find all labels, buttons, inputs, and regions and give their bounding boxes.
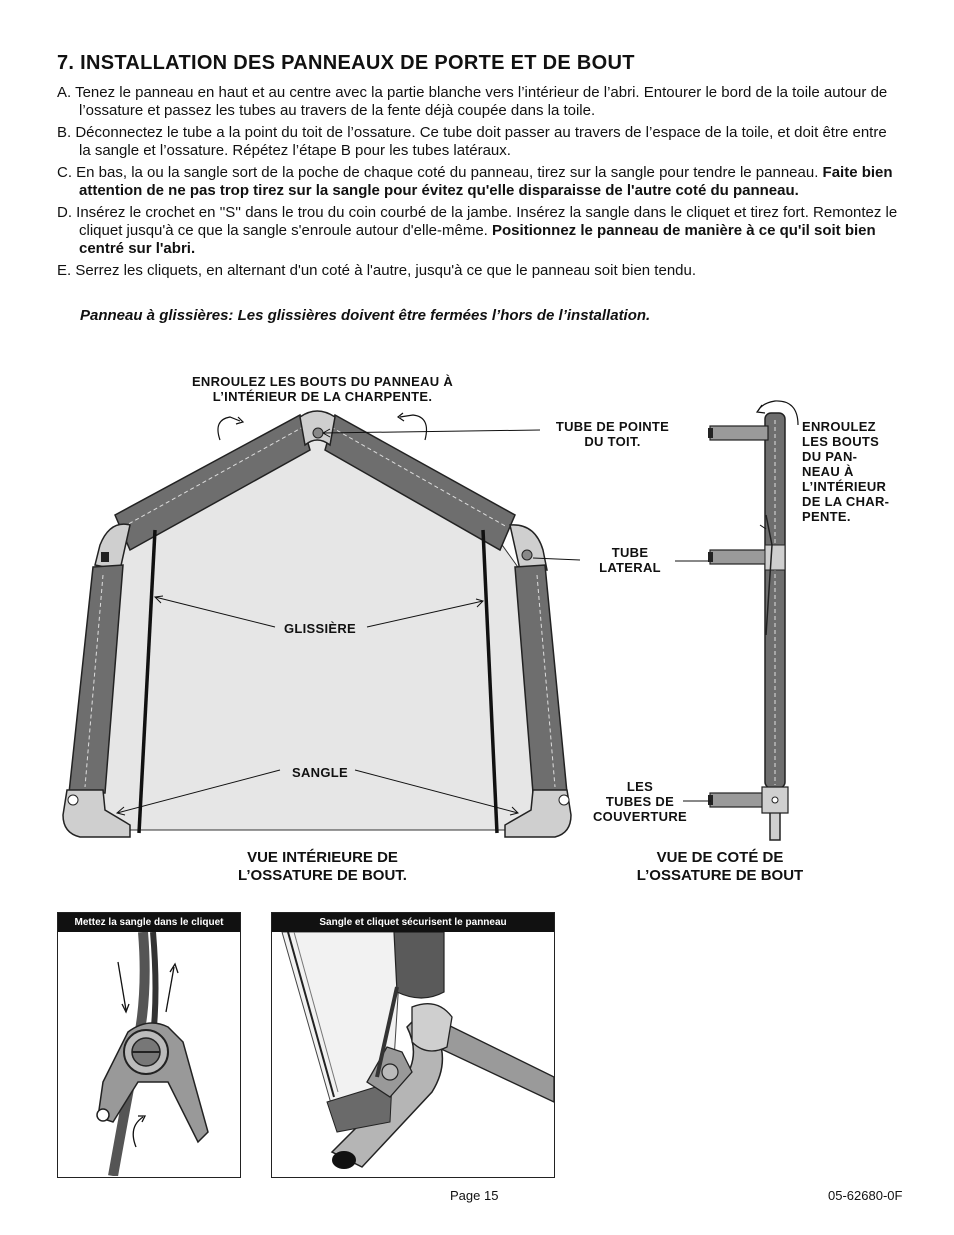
side-view-caption — [610, 849, 830, 885]
interior-view-caption-line1: VUE INTÉRIEURE DE — [247, 849, 398, 866]
side-tube-label-line1: TUBE — [611, 545, 649, 560]
roll-edges-label-line1: ENROULEZ LES BOUTS DU PANNEAU À — [191, 374, 454, 389]
roll-edges-label — [165, 374, 480, 404]
cover-tubes-label — [580, 779, 700, 824]
side-view-caption-line2: L’OSSATURE DE BOUT — [636, 867, 804, 884]
instruction-steps — [57, 84, 902, 284]
side-tube-pointer — [675, 548, 715, 568]
ridge-tube-label — [540, 419, 685, 449]
document-code: 05-62680-0F — [828, 1188, 903, 1203]
secured-panel-illustration — [272, 932, 554, 1176]
step-d — [57, 204, 902, 258]
step-c-text: C. En bas, la ou la sangle sort de la poche de chaque coté du panneau, tirez sur la sangle pour tendre le panneau. — [57, 164, 823, 181]
secured-panel-inset-header: Sangle et cliquet sécurisent le panneau — [272, 913, 554, 932]
step-a: A. Tenez le panneau en haut et au centre avec la partie blanche vers l’intérieur de l’abri. Entourer le bord de la toile autour de l’ossature et passez les tubes au travers de la fente déjà coupée dans la toile. — [57, 84, 888, 119]
roll-side-line: LES BOUTS — [802, 434, 880, 449]
ratchet-illustration — [58, 932, 240, 1176]
roll-side-line: NEAU À — [802, 464, 854, 479]
interior-view-caption-line2: L’OSSATURE DE BOUT. — [238, 867, 407, 884]
page-number: Page 15 — [450, 1188, 499, 1203]
zipper-note: Panneau à glissières: Les glissières doivent être fermées l’hors de l’installation. — [80, 307, 651, 324]
cover-tube-pointer — [683, 793, 713, 813]
ratchet-inset-header: Mettez la sangle dans le cliquet — [58, 913, 240, 932]
side-frame-illustration — [700, 395, 810, 845]
ratchet-inset — [57, 912, 241, 1178]
side-view-caption-line1: VUE DE COTÉ DE — [656, 849, 784, 866]
secured-panel-inset — [271, 912, 555, 1178]
cover-tubes-label-line2: TUBES DE — [605, 794, 675, 809]
ridge-tube-label-line2: DU TOIT. — [584, 434, 641, 449]
zipper-label: GLISSIÈRE — [283, 621, 357, 636]
cover-tubes-label-line3: COUVERTURE — [592, 809, 687, 824]
side-tube-label-line2: LATERAL — [599, 560, 661, 575]
roll-side-line: L’INTÉRIEUR — [802, 479, 887, 494]
side-tube-label — [585, 545, 675, 575]
roll-side-line: PENTE. — [802, 509, 851, 524]
roll-side-label — [802, 419, 912, 524]
roll-side-line: ENROULEZ — [802, 419, 876, 434]
section-title: 7. INSTALLATION DES PANNEAUX DE PORTE ET DE BOUT — [57, 52, 635, 74]
roll-side-line: DU PAN- — [802, 449, 858, 464]
interior-view-caption — [205, 849, 440, 885]
roll-side-line: DE LA CHAR- — [802, 494, 890, 509]
step-c-warning: Faite bien attention de ne pas trop tirez sur la sangle pour évitez qu'elle disparaisse de l'autre coté du panneau. — [79, 164, 893, 199]
step-d-text: D. Insérez le crochet en ''S'' dans le trou du coin courbé de la jambe. Insérez la sangle dans le cliquet et tirez fort. Remontez le cliquet jusqu'à ce que la sangle s'enroule autour d'elle-même. — [57, 204, 898, 239]
step-c — [57, 164, 902, 200]
step-b: B. Déconnectez le tube a la point du toit de l’ossature. Ce tube doit passer au travers de l’espace de la toile, et doit être entre la sangle et l’ossature. Répétez l’étape B pour les tubes latéraux. — [57, 124, 887, 159]
strap-label: SANGLE — [292, 765, 348, 780]
roll-edges-label-line2: L’INTÉRIEUR DE LA CHARPENTE. — [212, 389, 433, 404]
step-d-emphasis: Positionnez le panneau de manière à ce qu'il soit bien centré sur l'abri. — [79, 222, 876, 257]
ridge-tube-label-line1: TUBE DE POINTE — [555, 419, 670, 434]
cover-tubes-label-line1: LES — [626, 779, 654, 794]
step-e: E. Serrez les cliquets, en alternant d'un coté à l'autre, jusqu'à ce que le panneau soit bien tendu. — [57, 262, 697, 279]
